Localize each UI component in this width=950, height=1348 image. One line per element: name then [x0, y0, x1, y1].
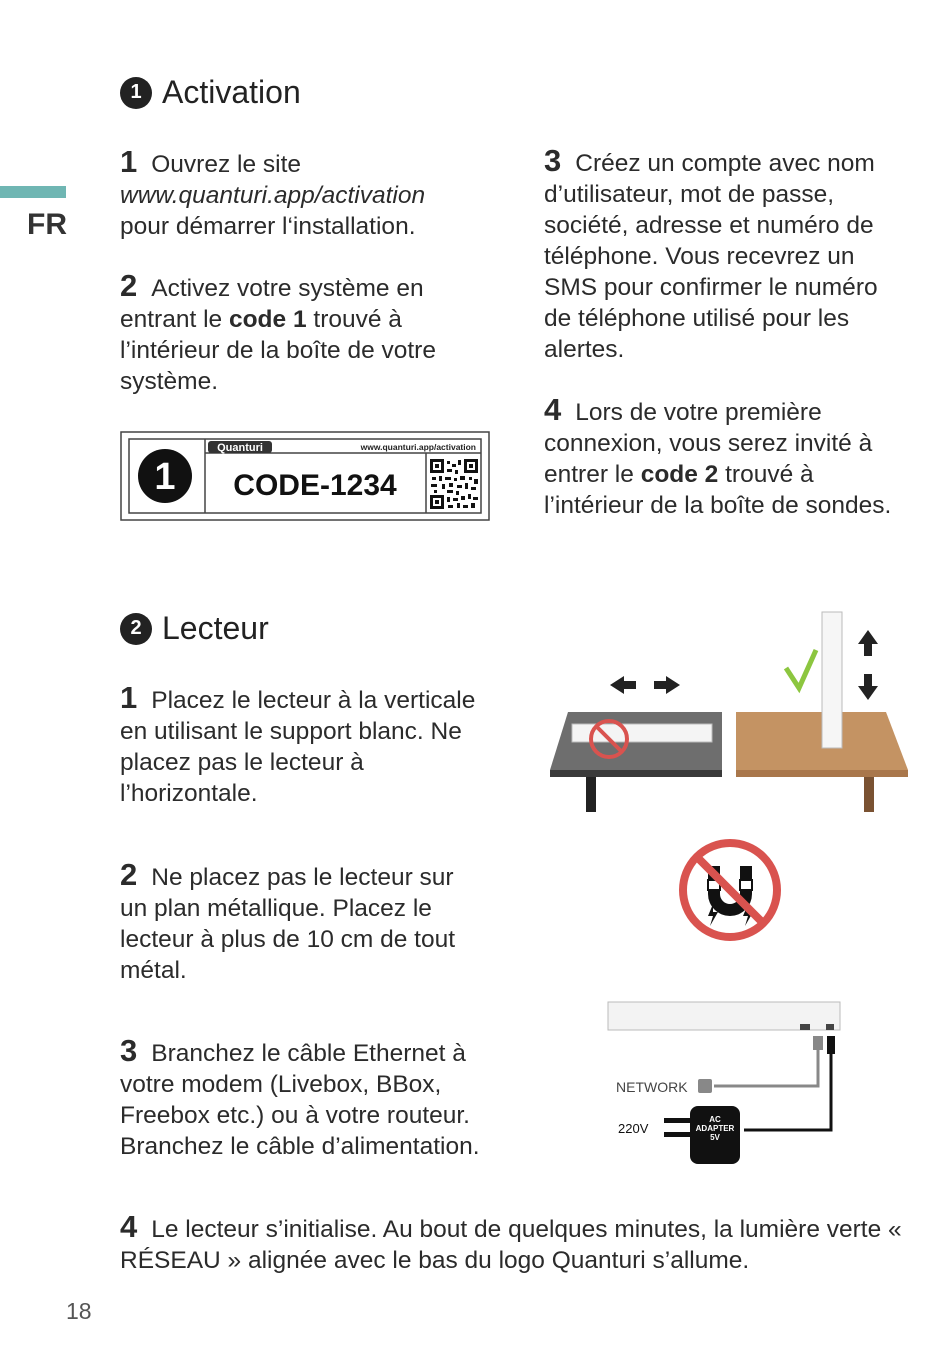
- metal-table-icon: [550, 712, 722, 812]
- reader-step-3: [120, 1035, 495, 1162]
- adapter-text-2: ADAPTER: [695, 1124, 735, 1133]
- section-activation-heading: [120, 74, 301, 111]
- step-text-2: trouvé à l’intérieur de la boîte de sondes.: [544, 461, 892, 519]
- step-number: 3: [120, 1033, 138, 1068]
- section-title: Lecteur: [162, 610, 269, 646]
- reader-step-4: [120, 1211, 920, 1276]
- activation-step-1: [120, 146, 480, 242]
- voltage-label: 220V: [618, 1121, 649, 1136]
- quanturi-logo: Quanturi: [217, 442, 263, 454]
- reader-placement-illustration: [548, 606, 912, 814]
- connection-diagram: [604, 996, 844, 1168]
- step-text: Ne placez pas le lecteur sur un plan métallique. Placez le lecteur à plus de 10 cm de tout métal.: [120, 864, 456, 984]
- code-badge-number: 1: [154, 456, 176, 498]
- activation-step-4: [544, 394, 909, 521]
- checkmark-icon: [786, 650, 816, 688]
- ethernet-plug-icon: [698, 1079, 712, 1093]
- qr-code-icon: [430, 459, 478, 509]
- step-text: Ouvrez le site: [151, 151, 302, 178]
- step-text: Créez un compte avec nom d’utilisateur, mot de passe, société, adresse et numéro de téléphone. Vous recevrez un SMS pour confirmer le numéro de téléphone utilisé pour les alertes.: [544, 150, 878, 363]
- step-text: Placez le lecteur à la verticale en utilisant le support blanc. Ne placez pas le lecteur à l’horizontale.: [120, 687, 476, 807]
- step-number: 1: [120, 680, 138, 715]
- section-number-badge: 1: [120, 77, 152, 109]
- step-number: 4: [544, 392, 562, 427]
- network-label: NETWORK: [616, 1079, 688, 1095]
- language-label: FR: [27, 208, 67, 241]
- step-text-2: trouvé à l’intérieur de la boîte de votre système.: [120, 306, 436, 395]
- no-magnet-icon: [676, 836, 784, 944]
- label-url: www.quanturi.app/activation: [360, 442, 476, 452]
- code-label-illustration: [120, 431, 491, 522]
- step-text: Lors de votre première connexion, vous serez invité à entrer le: [544, 399, 873, 488]
- step-text: Activez votre système en entrant le: [120, 275, 424, 333]
- activation-step-2: [120, 270, 480, 397]
- horizontal-arrows-icon: [610, 676, 680, 694]
- step-number: 2: [120, 268, 138, 303]
- code-2-label: code 2: [640, 461, 719, 488]
- activation-step-3: [544, 145, 904, 365]
- step-text: Branchez le câble Ethernet à votre modem (Livebox, BBox, Freebox etc.) ou à votre routeur. Branchez le câble d’alimentation.: [120, 1040, 480, 1160]
- wood-table-icon: [736, 612, 908, 812]
- activation-url[interactable]: www.quanturi.app/activation: [120, 182, 426, 209]
- activation-code: CODE-1234: [233, 469, 397, 502]
- step-text: Le lecteur s’initialise. Au bout de quelques minutes, la lumière verte « RÉSEAU » alignée avec le bas du logo Quanturi s’allume.: [120, 1216, 902, 1274]
- step-number: 3: [544, 143, 562, 178]
- language-tab-bar: [0, 186, 66, 198]
- adapter-text-3: 5V: [710, 1133, 720, 1142]
- reader-step-2: [120, 859, 480, 986]
- code-1-label: code 1: [228, 306, 307, 333]
- section-reader-heading: [120, 610, 269, 647]
- section-number-badge: 2: [120, 613, 152, 645]
- step-text-2: pour démarrer l‘installation.: [120, 213, 416, 240]
- step-number: 1: [120, 144, 138, 179]
- page-number: 18: [66, 1298, 92, 1324]
- section-title: Activation: [162, 74, 301, 110]
- step-number: 4: [120, 1209, 138, 1244]
- adapter-text-1: AC: [709, 1115, 721, 1124]
- reader-step-1: [120, 682, 490, 809]
- vertical-arrows-icon: [858, 630, 878, 700]
- step-number: 2: [120, 857, 138, 892]
